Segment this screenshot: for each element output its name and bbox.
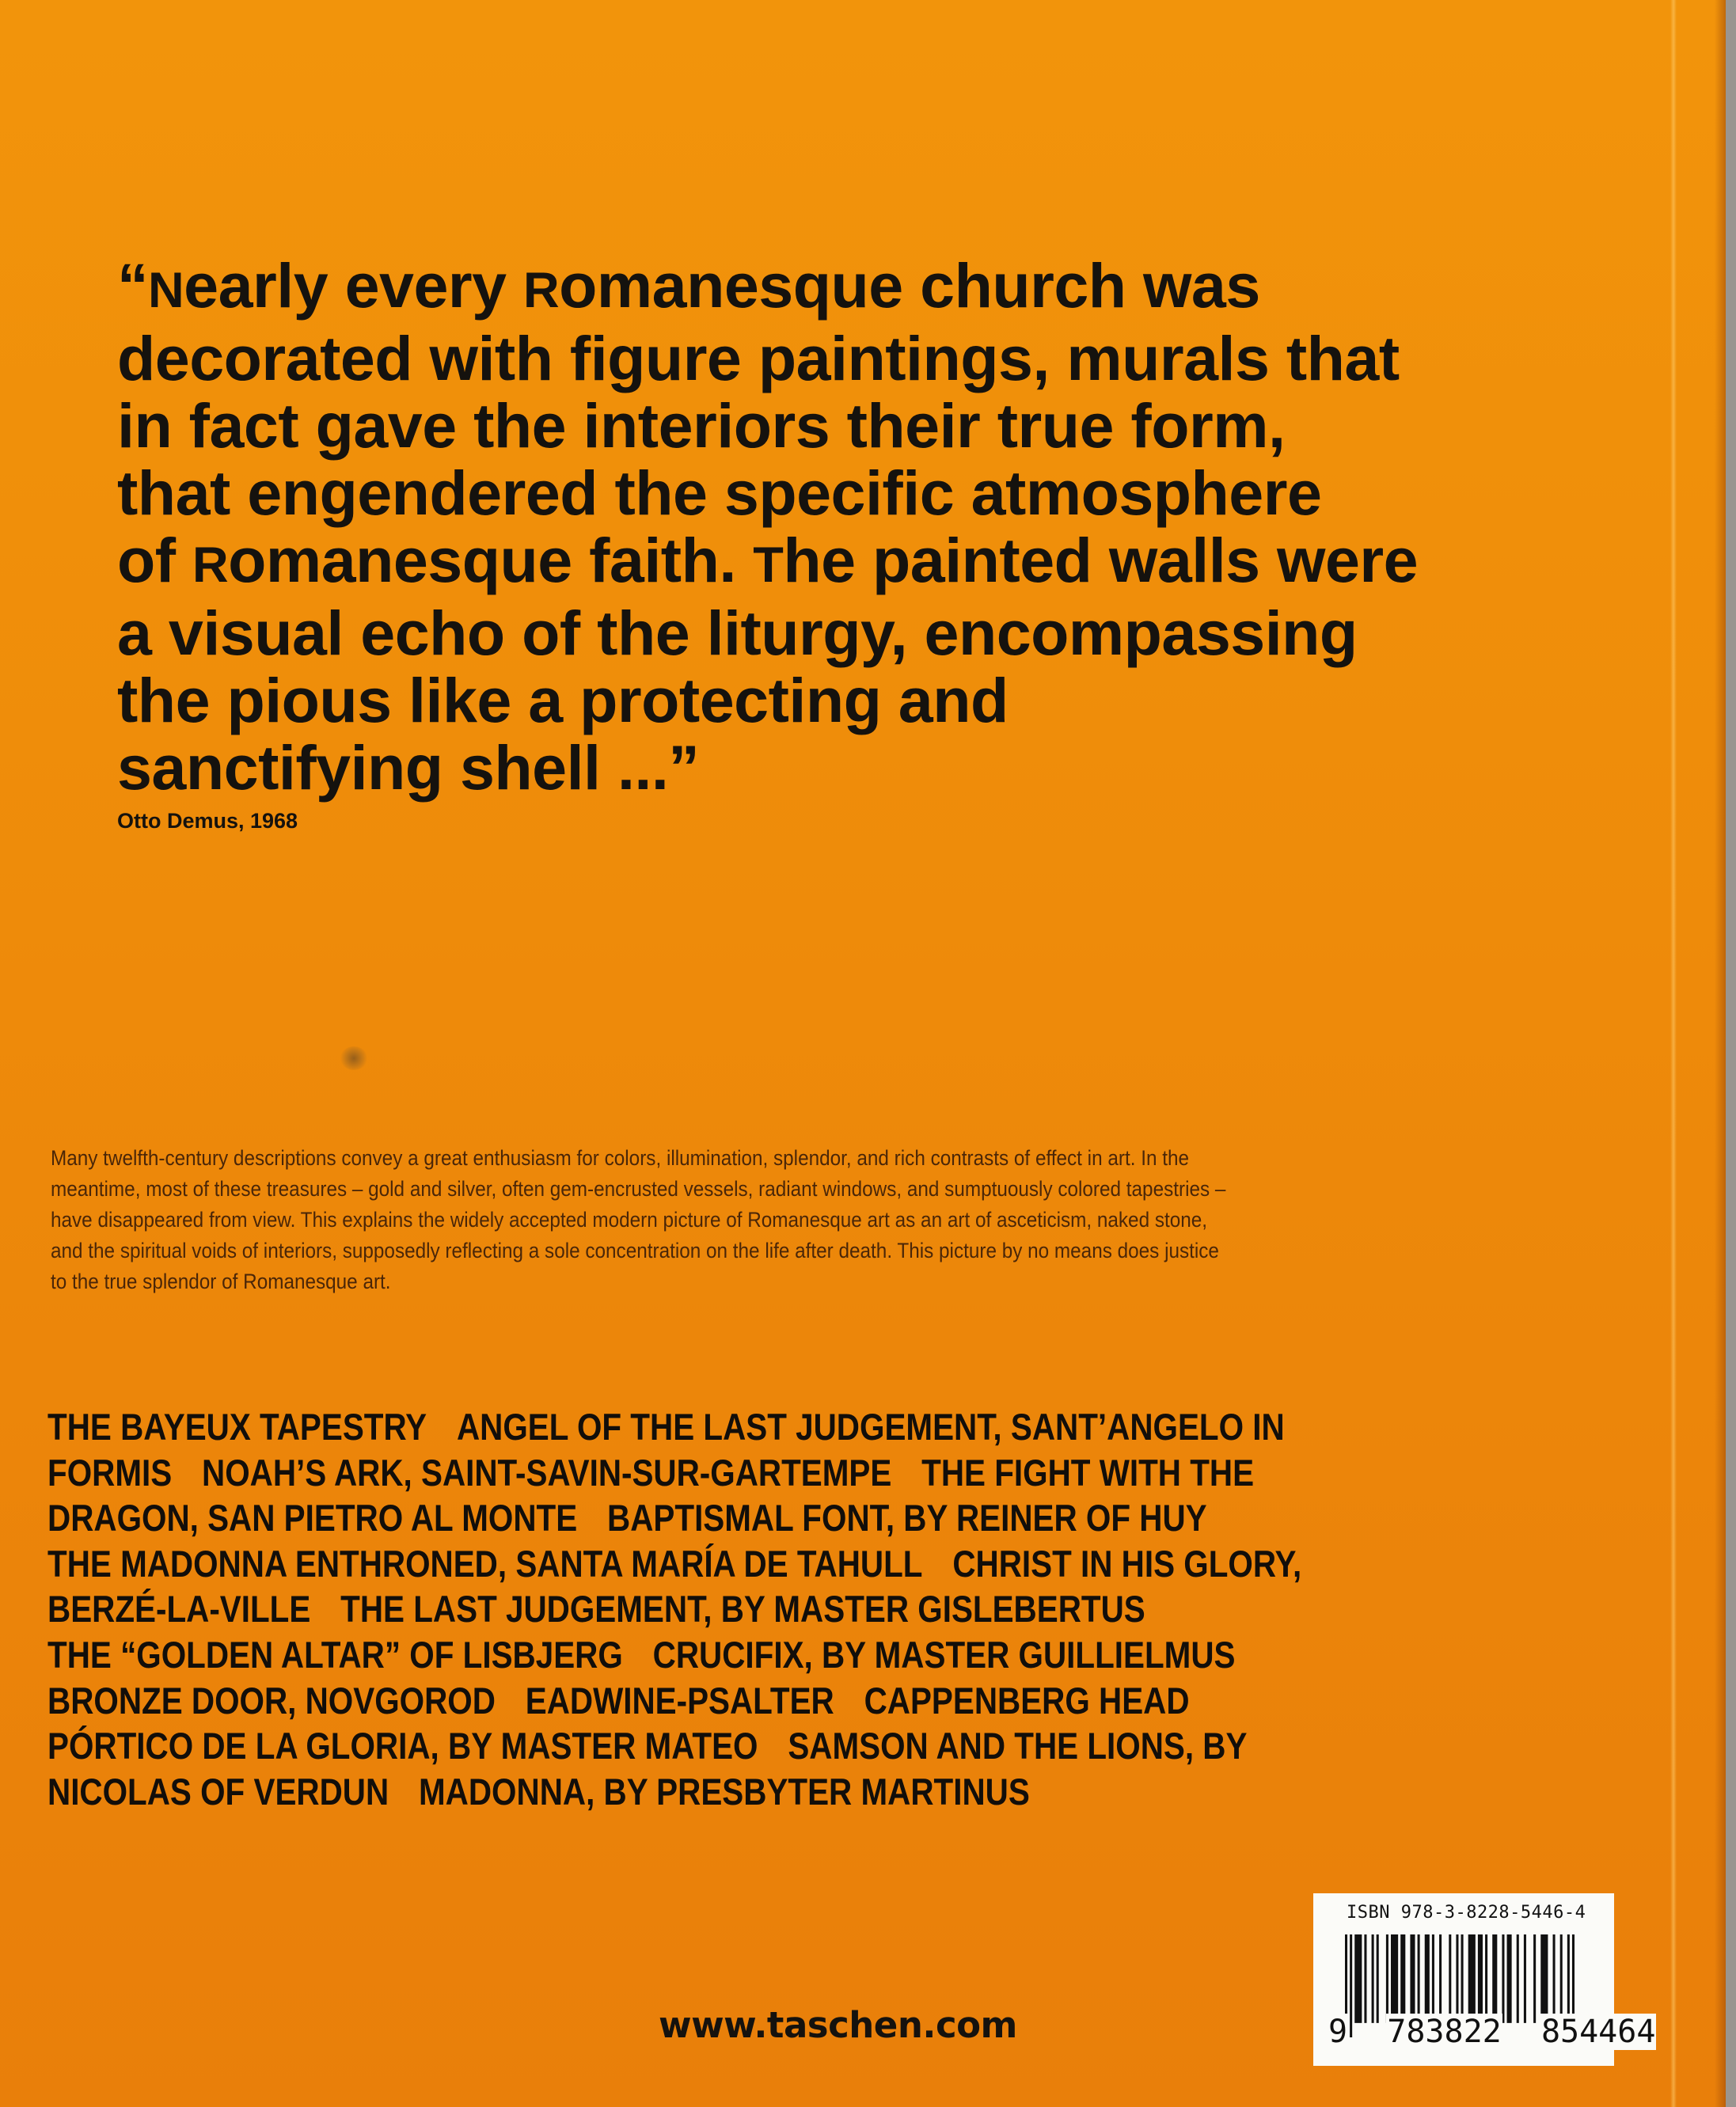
work-title: NICOLAS OF VERDUN [47, 1770, 389, 1813]
works-line [47, 1404, 1450, 1450]
ean-left-digits: 783822 [1387, 2014, 1502, 2050]
quote-line [117, 392, 1685, 459]
ean-right-digits: 854464 [1540, 2014, 1656, 2050]
work-title: FORMIS [47, 1451, 173, 1494]
ean-first-digit: 9 [1328, 2014, 1348, 2050]
quote-line [117, 599, 1685, 666]
quote-line [117, 734, 1685, 801]
work-title: SAMSON AND THE LIONS, BY [788, 1725, 1248, 1767]
quote-text-segment: omanesque church was [559, 250, 1260, 321]
quote-text-segment: sanctifying shell ...” [117, 732, 700, 803]
quote-text-segment: T [753, 537, 784, 593]
isbn-barcode [1313, 1893, 1656, 2066]
description-line: have disappeared from view. This explains the widely accepted modern picture of Romanesque art as an art of asceticism, naked stone, [51, 1208, 1208, 1232]
work-title: BERZÉ-LA-VILLE [47, 1588, 311, 1631]
description-line: to the true splendor of Romanesque art. [51, 1270, 391, 1293]
quote-line [117, 666, 1685, 734]
quote-text-segment: R [523, 263, 560, 318]
work-title: EADWINE-PSALTER [525, 1679, 834, 1722]
work-title: THE BAYEUX TAPESTRY [47, 1406, 427, 1448]
work-title: CRUCIFIX, BY MASTER GUILLIELMUS [652, 1633, 1236, 1676]
work-title: THE LAST JUDGEMENT, BY MASTER GISLEBERTUS [340, 1588, 1145, 1631]
works-line [47, 1541, 1450, 1587]
pull-quote [117, 252, 1685, 801]
work-title: THE FIGHT WITH THE [921, 1451, 1255, 1494]
description-paragraph [51, 1143, 1697, 1297]
quote-text-segment: R [192, 537, 229, 593]
quote-line [117, 459, 1685, 526]
surface-stain [340, 1046, 367, 1070]
work-title: MADONNA, BY PRESBYTER MARTINUS [419, 1770, 1030, 1813]
quote-text-segment: the pious like a protecting and [117, 665, 1009, 735]
quote-text-segment: in fact gave the interiors their true form, [117, 390, 1286, 461]
quote-line [117, 526, 1685, 599]
cover-edge-shadow [1715, 0, 1726, 2107]
quote-text-segment: a visual echo of the liturgy, encompassing [117, 598, 1358, 668]
quote-text-segment: early every [184, 250, 524, 321]
quote-attribution: Otto Demus, 1968 [117, 809, 298, 833]
isbn-label: ISBN 978-3-8228-5446-4 [1347, 1903, 1586, 1923]
work-title: THE “GOLDEN ALTAR” OF LISBJERG [47, 1633, 623, 1676]
work-title: DRAGON, SAN PIETRO AL MONTE [47, 1497, 578, 1539]
quote-text-segment: of [117, 525, 193, 595]
works-line [47, 1723, 1450, 1769]
works-line [47, 1450, 1450, 1496]
work-title: PÓRTICO DE LA GLORIA, BY MASTER MATEO [47, 1725, 758, 1767]
quote-text-segment: omanesque faith. [228, 525, 754, 595]
work-title: BRONZE DOOR, NOVGOROD [47, 1679, 496, 1722]
works-line [47, 1769, 1450, 1815]
work-title: BAPTISMAL FONT, BY REINER OF HUY [607, 1497, 1207, 1539]
quote-text-segment: “ [117, 250, 148, 321]
work-title: THE MADONNA ENTHRONED, SANTA MARÍA DE TAHULL [47, 1542, 923, 1585]
work-title: NOAH’S ARK, SAINT-SAVIN-SUR-GARTEMPE [202, 1451, 892, 1494]
works-line [47, 1678, 1450, 1724]
quote-text-segment: that engendered the specific atmosphere [117, 457, 1322, 528]
featured-works-list [47, 1404, 1678, 1814]
works-line [47, 1495, 1450, 1541]
works-line [47, 1586, 1450, 1632]
quote-text-segment: he painted walls were [783, 525, 1419, 595]
work-title: CAPPENBERG HEAD [864, 1679, 1190, 1722]
description-line: meantime, most of these treasures – gold and silver, often gem-encrusted vessels, radiant windows, and sumptuously colored tapestries – [51, 1177, 1226, 1201]
works-line [47, 1632, 1450, 1678]
description-line: and the spiritual voids of interiors, supposedly reflecting a sole concentration on the life after death. This picture by no means does justice [51, 1239, 1219, 1262]
ean-digits [1328, 2014, 1656, 2050]
quote-text-segment: N [148, 263, 184, 318]
work-title: ANGEL OF THE LAST JUDGEMENT, SANT’ANGELO IN [456, 1406, 1285, 1448]
quote-line [117, 252, 1685, 325]
work-title: CHRIST IN HIS GLORY, [952, 1542, 1302, 1585]
description-line: Many twelfth-century descriptions convey a great enthusiasm for colors, illumination, splendor, and rich contrasts of effect in art. In the [51, 1146, 1190, 1170]
quote-text-segment: decorated with figure paintings, murals that [117, 323, 1400, 393]
publisher-url[interactable]: www.taschen.com [659, 2004, 1017, 2046]
quote-line [117, 325, 1685, 392]
